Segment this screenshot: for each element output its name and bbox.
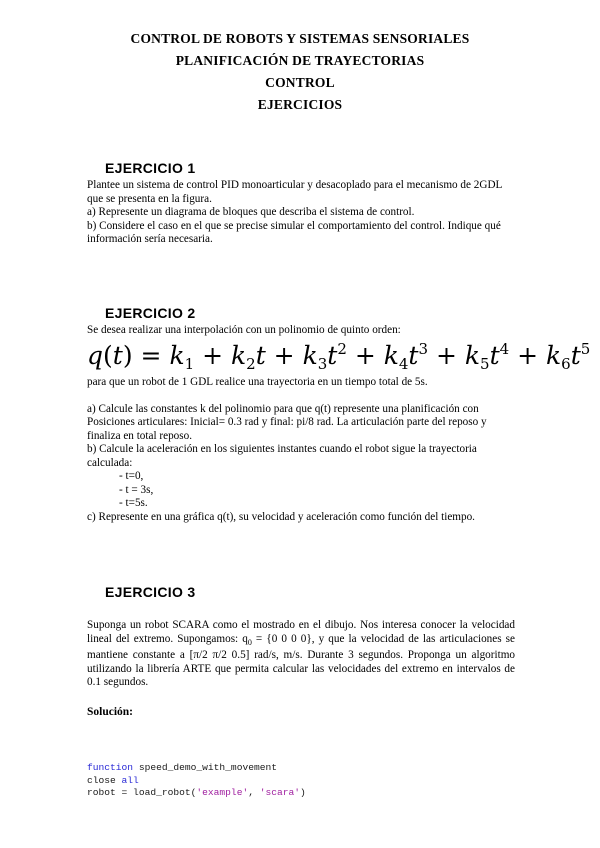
exercise-1-statement: Plantee un sistema de control PID monoarticular y desacoplado para el mecanismo de 2GDL que se presenta en la figura. bbox=[87, 179, 502, 205]
solution-label: Solución: bbox=[87, 706, 134, 718]
exercise-1-heading: EJERCICIO 1 bbox=[105, 160, 196, 176]
exercise-2-instant-1: - t=0, bbox=[119, 470, 144, 482]
exercise-1-part-a: a) Represente un diagrama de bloques que describa el sistema de control. bbox=[87, 206, 415, 218]
exercise-2-instant-3: - t=5s. bbox=[119, 497, 148, 509]
title-line-2: PLANIFICACIÓN DE TRAYECTORIAS bbox=[175, 53, 425, 68]
exercise-2-intro: Se desea realizar una interpolación con un polinomio de quinto orden: bbox=[87, 324, 401, 336]
exercise-2-body bbox=[87, 376, 515, 524]
title-line-1: CONTROL DE ROBOTS Y SISTEMAS SENSORIALES bbox=[130, 31, 470, 46]
exercise-2-heading: EJERCICIO 2 bbox=[105, 305, 196, 321]
svg-text:q(t) = k1 + k2t + k3t2 + k4t3: $q(t) = k_1 + k_2t + k_3t^2 + k_4t^3 + k_5t^4 + k_6t^5$ bbox=[87, 340, 591, 373]
exercise-2-instant-2: - t = 3s, bbox=[119, 483, 154, 496]
title-line-4: EJERCICIOS bbox=[257, 97, 343, 112]
exercise-2-part-a: a) Calcule las constantes k del polinomio para que q(t) represente una planificación con Posiciones articulares: Inicial= 0.3 rad y final: pi/8 rad. La articulación parte del reposo y finaliza en total reposo. bbox=[87, 402, 487, 442]
exercise-1-body bbox=[87, 179, 515, 247]
exercise-3-body bbox=[87, 619, 515, 690]
title-line-3: CONTROL bbox=[265, 75, 335, 90]
quintic-polynomial-formula bbox=[87, 336, 591, 376]
exercise-3-statement: Suponga un robot SCARA como el mostrado en el dibujo. Nos interesa conocer la velocidad lineal del extremo. Supongamos: $q_0 = \{0$ 0 0 0}, y que la velocidad de las articulaciones se mantiene constante a [π/2 π/2 0.5] rad/s, m/s. Durante 3 segundos. Proponga un algoritmo utilizando la librería ARTE que permita calcular las velocidades del extremo en intervalos de 0.1 segundos. bbox=[87, 619, 515, 689]
formula-render bbox=[87, 336, 591, 376]
exercise-2-part-c: c) Represente en una gráfica q(t), su velocidad y aceleración como función del tiempo. bbox=[87, 510, 475, 523]
exercise-1-part-b: b) Considere el caso en el que se precise simular el comportamiento del control. Indique qué información sería necesaria. bbox=[87, 219, 501, 245]
matlab-code-block: function speed_demo_with_movement close all robot = load_robot('example', 'scara') bbox=[87, 762, 306, 799]
document-title bbox=[0, 28, 600, 116]
exercise-2-part-b: b) Calcule la aceleración en los siguientes instantes cuando el robot sigue la trayectoria calculada: bbox=[87, 443, 477, 469]
exercise-2-after-formula: para que un robot de 1 GDL realice una trayectoria en un tiempo total de 5s. bbox=[87, 376, 428, 388]
exercise-3-heading: EJERCICIO 3 bbox=[105, 584, 196, 600]
